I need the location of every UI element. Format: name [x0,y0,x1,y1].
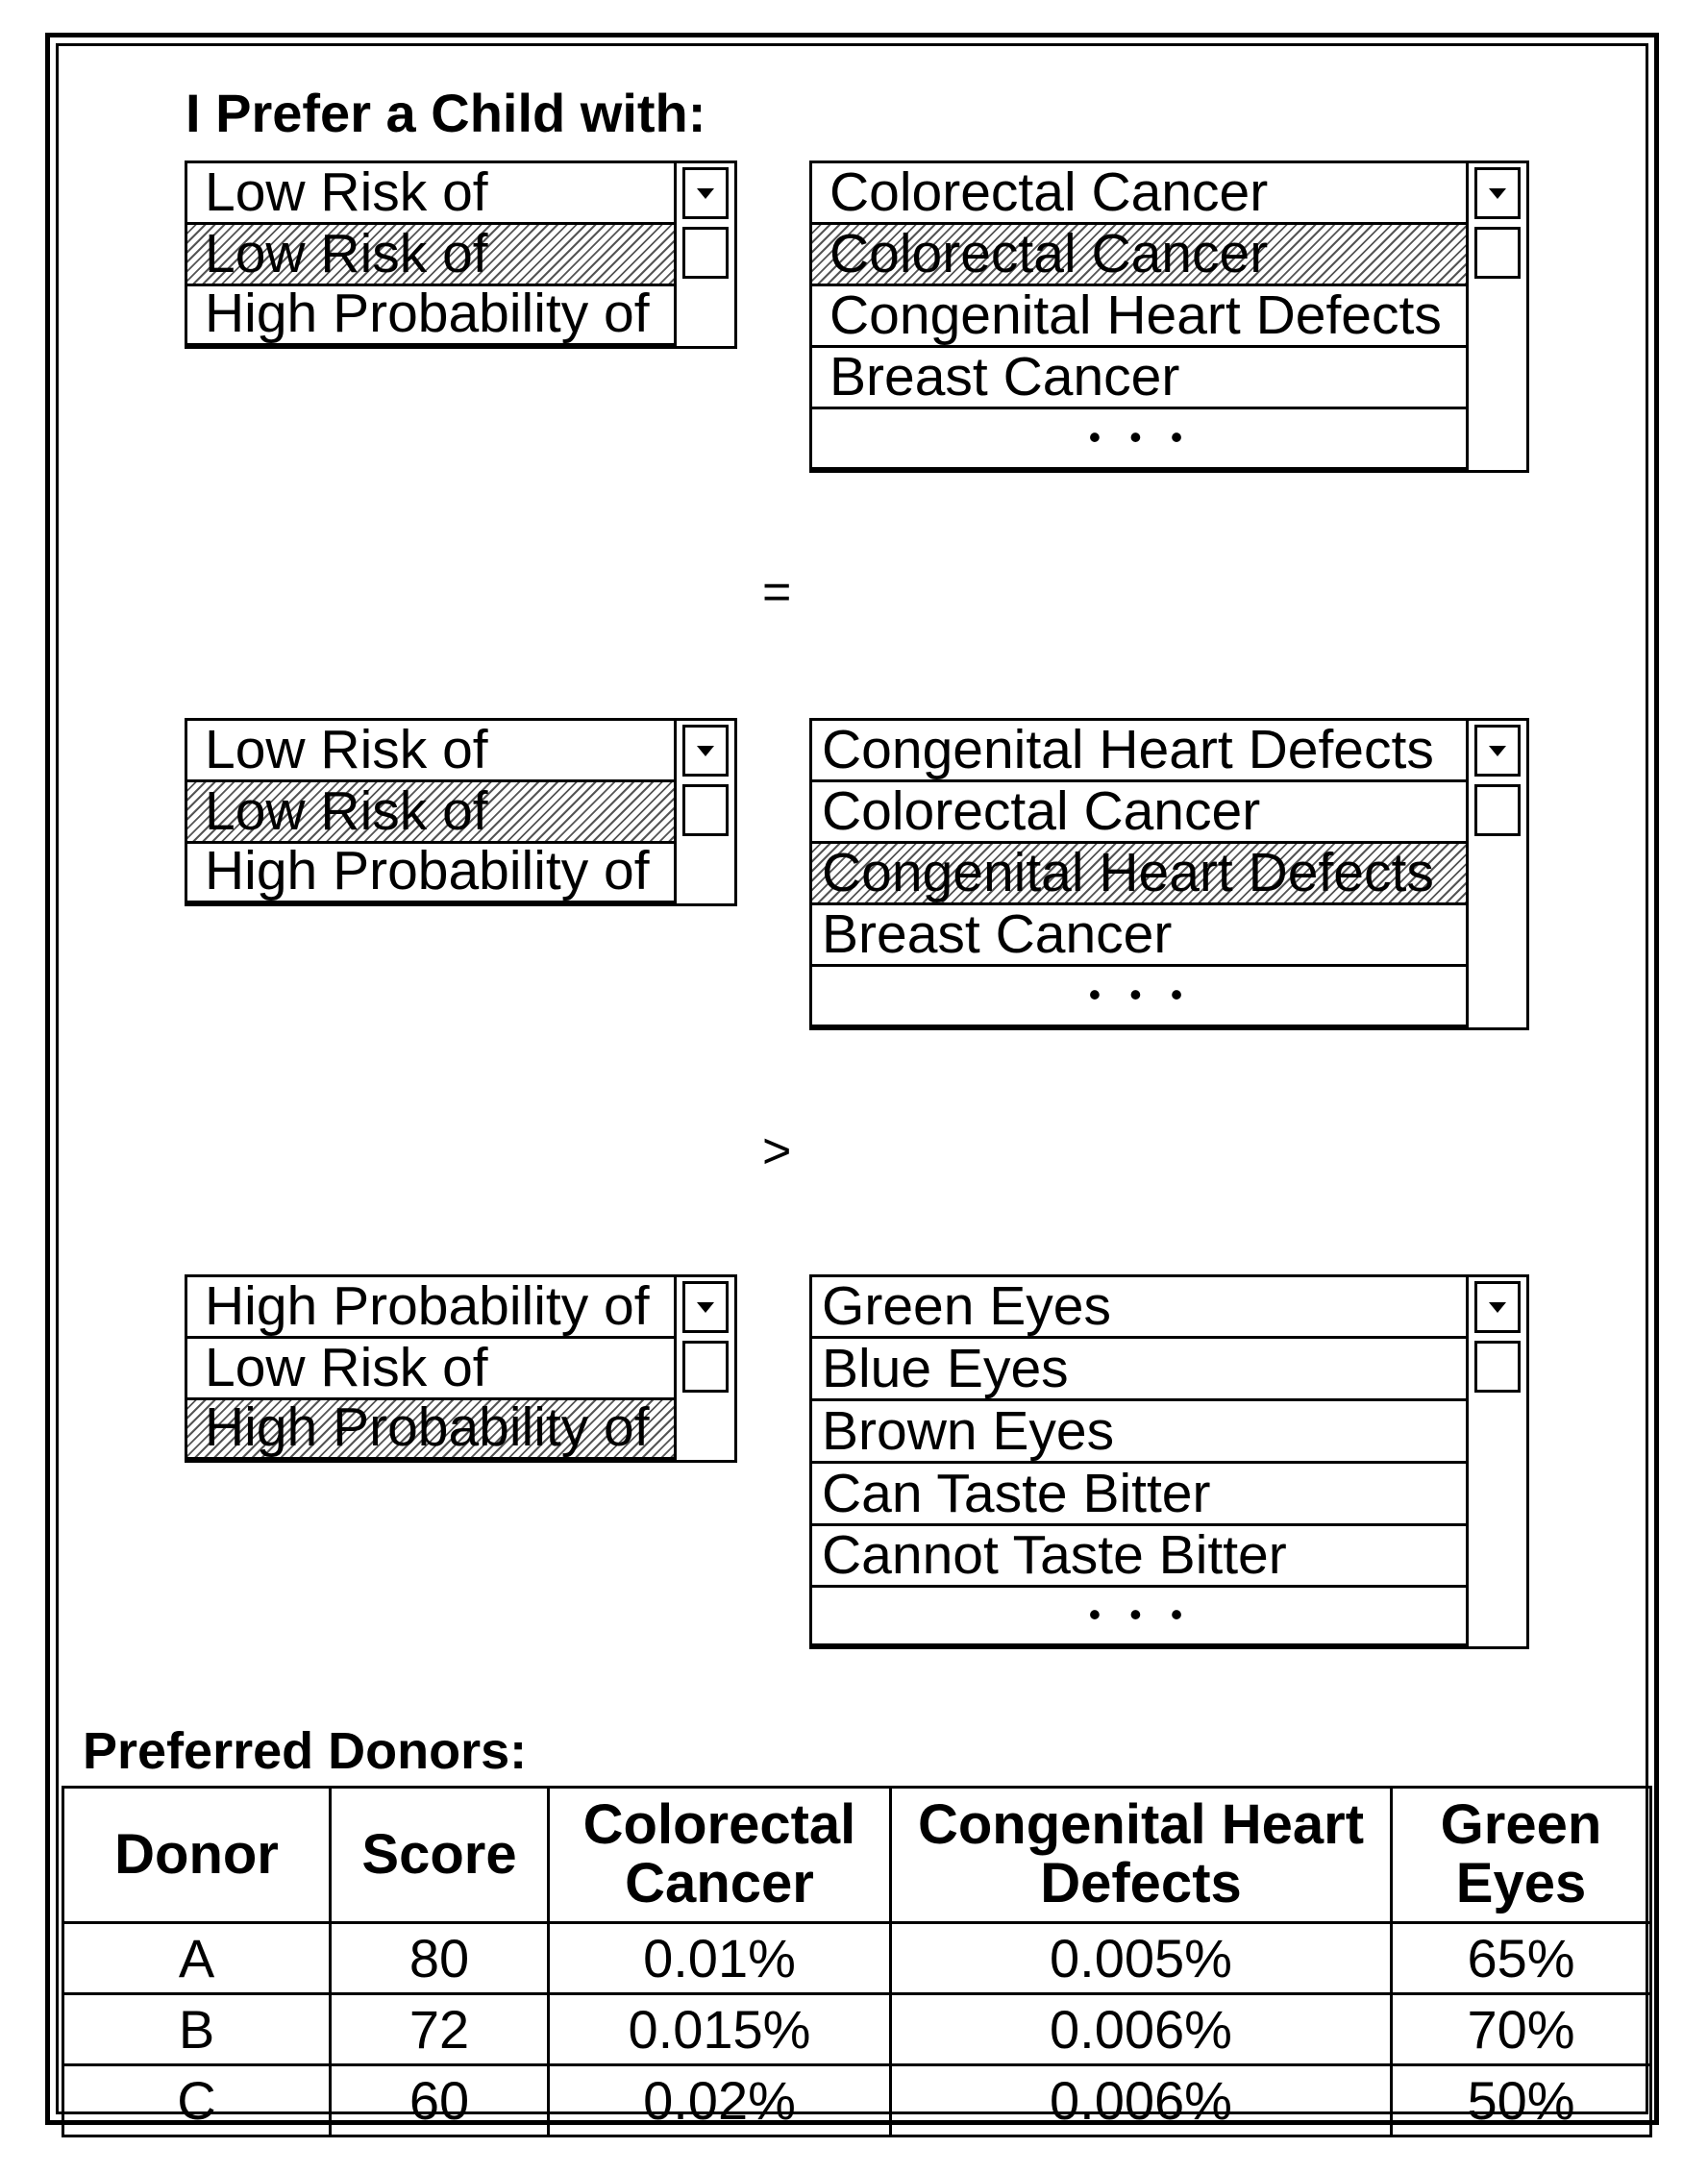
more-options[interactable]: • • • [812,1588,1526,1646]
chevron-down-icon[interactable] [1474,167,1521,219]
table-cell: 70% [1392,1994,1651,2065]
trait-option[interactable]: Congenital Heart Defects [812,286,1526,348]
chevron-down-icon[interactable] [682,725,729,777]
table-cell: 0.01% [549,1923,891,1994]
table-cell: 60 [331,2065,549,2136]
table-cell: 80 [331,1923,549,1994]
table-cell: 65% [1392,1923,1651,1994]
trait-option[interactable]: Congenital Heart Defects [812,844,1526,905]
qualifier-selected: Low Risk of [187,163,734,225]
more-options[interactable]: • • • [812,409,1526,470]
qualifier-option[interactable]: Low Risk of [187,782,734,844]
scroll-thumb[interactable] [1474,227,1521,279]
scroll-thumb[interactable] [682,227,729,279]
table-cell: A [63,1923,331,1994]
qualifier-option[interactable]: High Probability of [187,286,734,346]
donors-title: Preferred Donors: [83,1722,528,1780]
scrollbar[interactable] [674,163,734,346]
more-options[interactable]: • • • [812,967,1526,1027]
chevron-down-icon[interactable] [682,167,729,219]
chevron-down-icon[interactable] [1474,1281,1521,1333]
operator-greater-than: > [762,1124,792,1179]
scrollbar[interactable] [674,721,734,903]
donors-table [62,1786,1652,2137]
trait-selected: Congenital Heart Defects [812,721,1526,782]
qualifier-dropdown-1[interactable] [185,161,737,349]
column-header: Congenital Heart Defects [891,1788,1392,1923]
trait-option[interactable]: Breast Cancer [812,905,1526,967]
operator-equals: = [762,564,792,620]
qualifier-selected: High Probability of [187,1277,734,1339]
table-cell: 0.006% [891,2065,1392,2136]
table-cell: C [63,2065,331,2136]
scroll-thumb[interactable] [682,1341,729,1393]
trait-dropdown-3[interactable] [809,1274,1529,1649]
trait-option[interactable]: Can Taste Bitter [812,1464,1526,1526]
preference-title: I Prefer a Child with: [186,83,706,143]
trait-dropdown-1[interactable] [809,161,1529,473]
table-cell: 50% [1392,2065,1651,2136]
scroll-thumb[interactable] [1474,784,1521,836]
column-header: Donor [63,1788,331,1923]
column-header: Colorectal Cancer [549,1788,891,1923]
table-cell: 0.02% [549,2065,891,2136]
table-header-row [63,1788,1651,1923]
qualifier-option[interactable]: Low Risk of [187,225,734,286]
scroll-thumb[interactable] [682,784,729,836]
table-row[interactable] [63,1923,1651,1994]
trait-option[interactable]: Breast Cancer [812,348,1526,409]
table-cell: 0.015% [549,1994,891,2065]
trait-option[interactable]: Brown Eyes [812,1401,1526,1464]
qualifier-selected: Low Risk of [187,721,734,782]
trait-option[interactable]: Colorectal Cancer [812,782,1526,844]
table-cell: 72 [331,1994,549,2065]
trait-option[interactable]: Colorectal Cancer [812,225,1526,286]
table-cell: B [63,1994,331,2065]
chevron-down-icon[interactable] [1474,725,1521,777]
scroll-thumb[interactable] [1474,1341,1521,1393]
trait-option[interactable]: Cannot Taste Bitter [812,1526,1526,1588]
table-cell: 0.006% [891,1994,1392,2065]
qualifier-dropdown-2[interactable] [185,718,737,906]
qualifier-option[interactable]: Low Risk of [187,1339,734,1400]
table-row[interactable] [63,2065,1651,2136]
table-row[interactable] [63,1994,1651,2065]
qualifier-option[interactable]: High Probability of [187,844,734,903]
scrollbar[interactable] [674,1277,734,1460]
chevron-down-icon[interactable] [682,1281,729,1333]
column-header: Score [331,1788,549,1923]
qualifier-option[interactable]: High Probability of [187,1400,734,1460]
scrollbar[interactable] [1466,721,1526,1027]
qualifier-dropdown-3[interactable] [185,1274,737,1463]
scrollbar[interactable] [1466,163,1526,470]
trait-option[interactable]: Blue Eyes [812,1339,1526,1401]
trait-dropdown-2[interactable] [809,718,1529,1030]
trait-selected: Colorectal Cancer [812,163,1526,225]
trait-selected: Green Eyes [812,1277,1526,1339]
column-header: Green Eyes [1392,1788,1651,1923]
scrollbar[interactable] [1466,1277,1526,1646]
table-cell: 0.005% [891,1923,1392,1994]
